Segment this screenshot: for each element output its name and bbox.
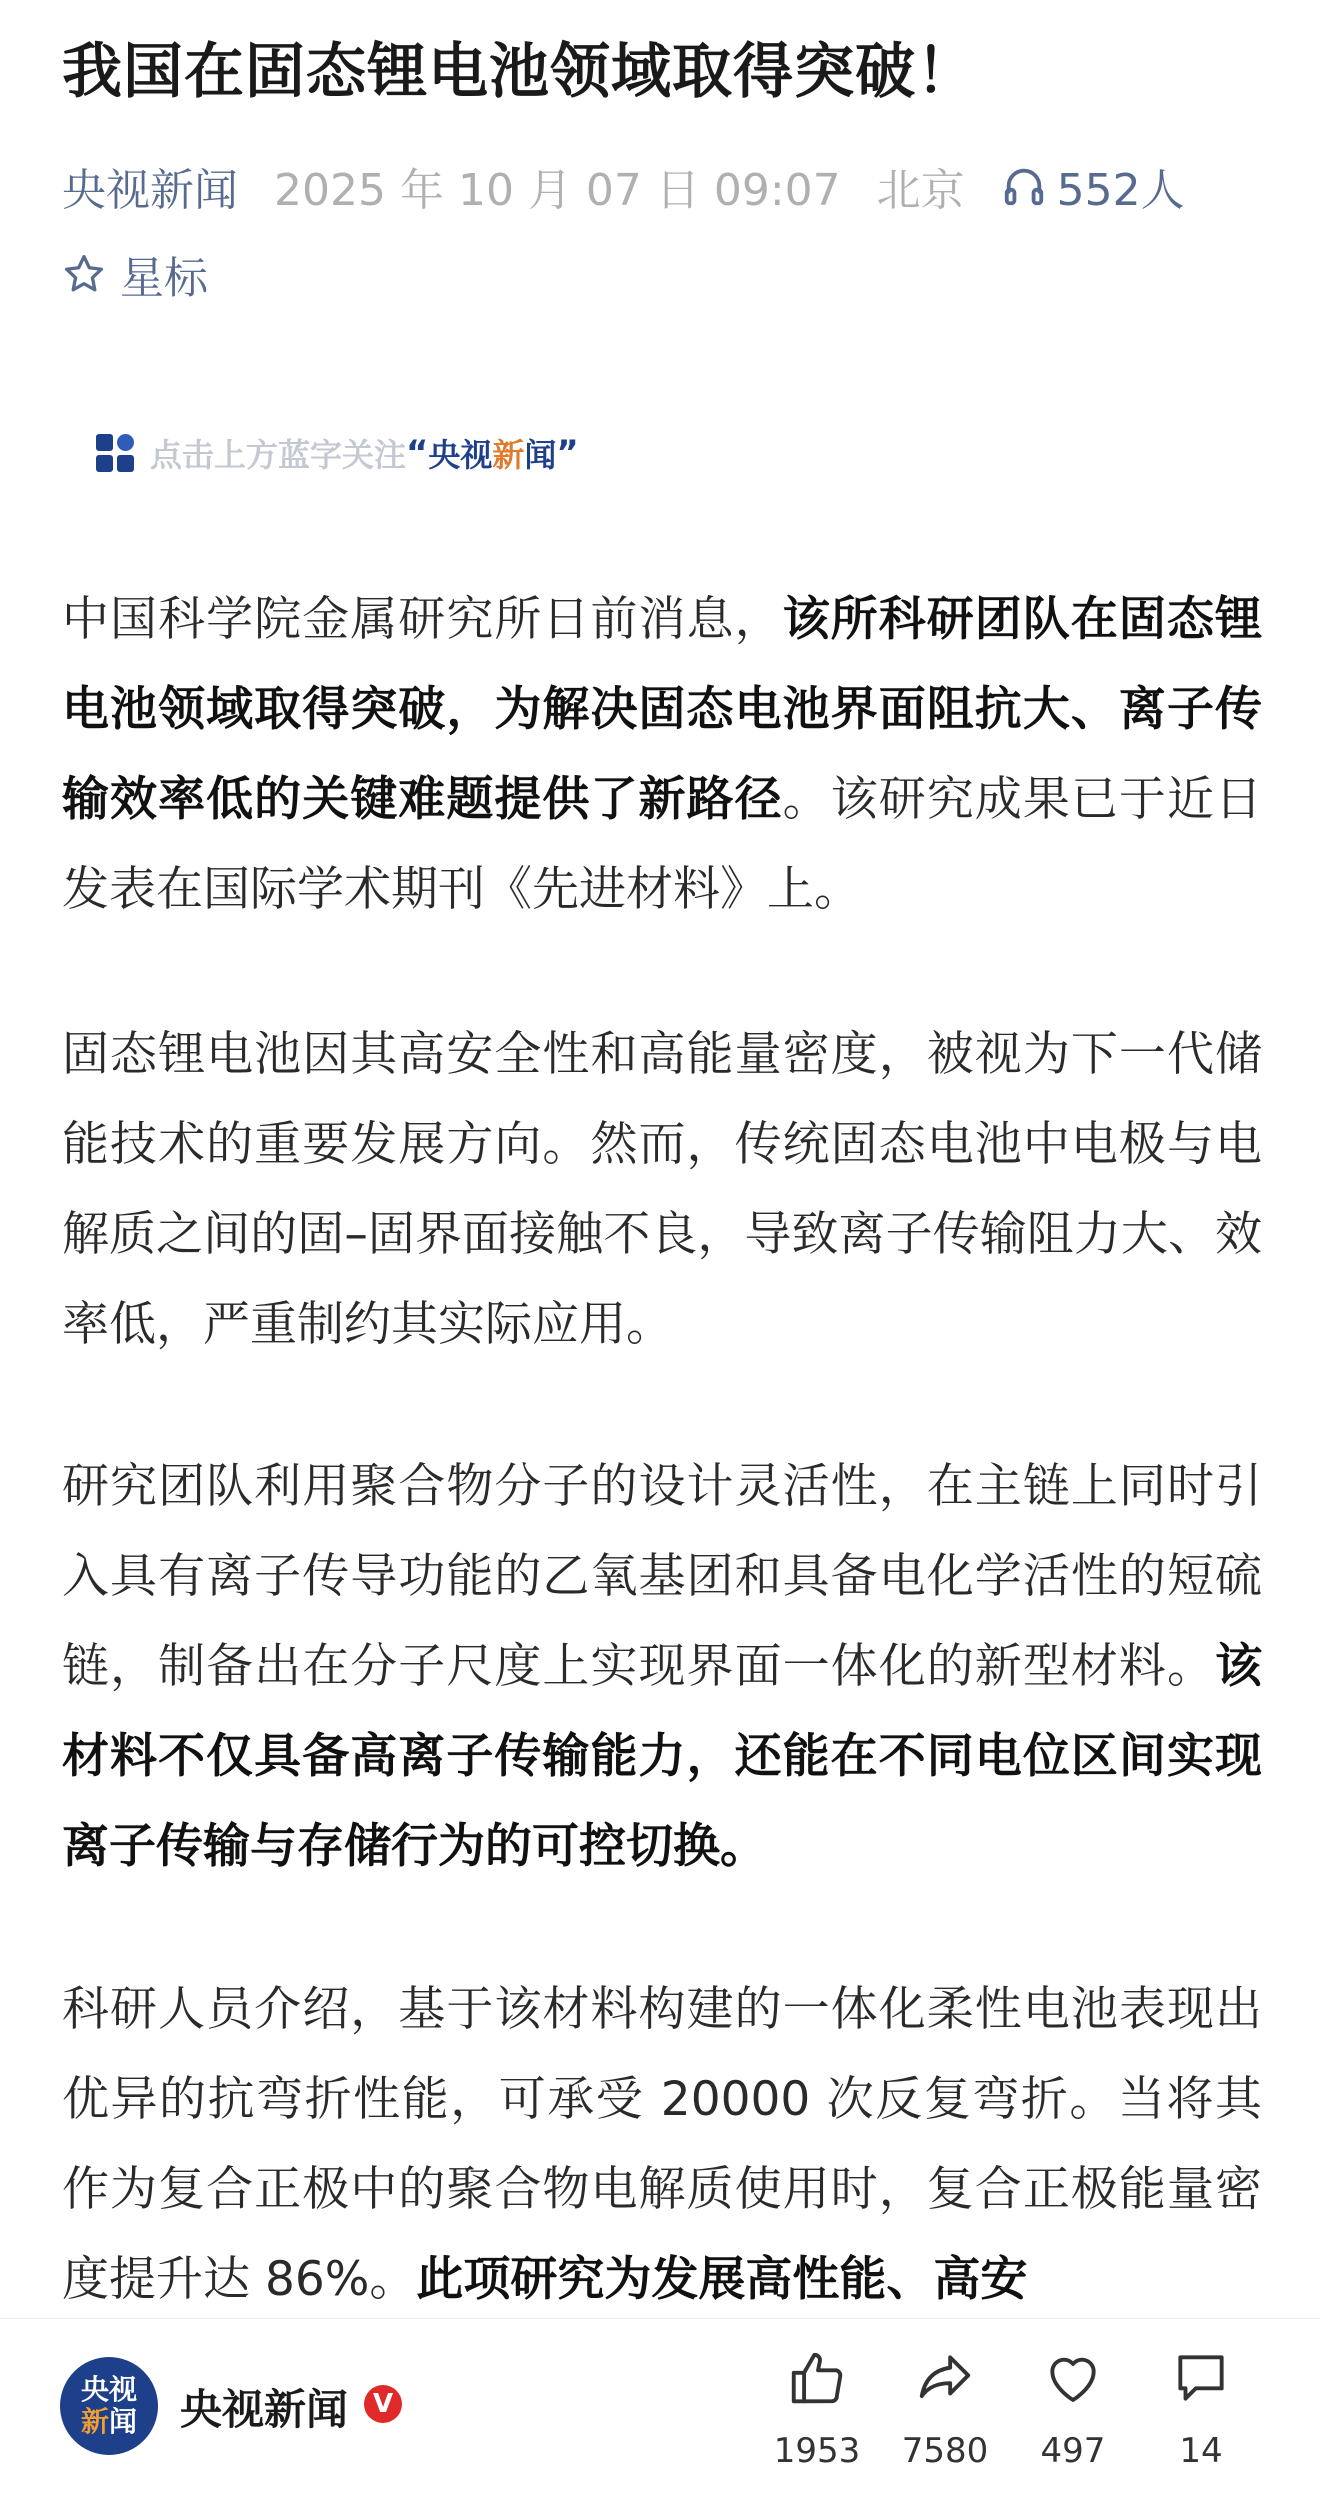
- star-label: 星标: [120, 253, 208, 304]
- star-icon: [62, 252, 106, 296]
- headphones-icon: [1001, 163, 1047, 209]
- verified-badge-icon: V: [364, 2385, 402, 2423]
- like-button[interactable]: [752, 2339, 882, 2489]
- follow-brand: 央视: [428, 436, 493, 474]
- bottom-action-bar: [0, 2318, 1320, 2499]
- heart-icon: [1042, 2347, 1104, 2409]
- favorite-button[interactable]: [1008, 2339, 1138, 2489]
- star-button[interactable]: [62, 238, 208, 310]
- share-count: 7580: [901, 2431, 989, 2471]
- article-title: 我国在固态锂电池领域取得突破！: [62, 37, 977, 107]
- grid-icon: [96, 434, 134, 472]
- share-button[interactable]: [880, 2339, 1010, 2489]
- listener-count: 552人: [1056, 165, 1185, 216]
- publish-date: 2025 年 10 月 07 日 09:07: [274, 165, 841, 216]
- share-arrow-icon: [914, 2347, 976, 2409]
- follow-prompt: 点击上方蓝字关注: [150, 436, 407, 474]
- thumbs-up-icon: [786, 2347, 848, 2409]
- comment-bubble-icon: [1170, 2347, 1232, 2409]
- account-name[interactable]: 央视新闻: [180, 2385, 349, 2434]
- paragraph: 科研人员介绍，基于该材料构建的一体化柔性电池表现出优异的抗弯折性能，可承受 20000 次反复弯折。当将其作为复合正极中的聚合物电解质使用时，复合正极能量密度提升达 86%。此项研究为发展高性能、高安: [62, 1982, 1262, 2307]
- comment-count: 14: [1179, 2431, 1223, 2471]
- follow-banner[interactable]: 点击上方蓝字关注 “ 央视 新 闻 ”: [96, 428, 579, 478]
- article-meta: [62, 150, 1185, 222]
- publish-location: 北京: [876, 165, 965, 216]
- favorite-count: 497: [1040, 2431, 1106, 2471]
- like-count: 1953: [773, 2431, 861, 2471]
- paragraph: 研究团队利用聚合物分子的设计灵活性，在主链上同时引入具有离子传导功能的乙氧基团和具备电化学活性的短硫链，制备出在分子尺度上实现界面一体化的新型材料。该材料不仅具备高离子传输能力，还能在不同电位区间实现离子传输与存储行为的可控切换。: [62, 1459, 1262, 1874]
- source-link[interactable]: 央视新闻: [62, 165, 238, 216]
- avatar[interactable]: 央视 新 闻: [60, 2357, 158, 2455]
- comment-button[interactable]: [1136, 2339, 1266, 2489]
- paragraph: 固态锂电池因其高安全性和高能量密度，被视为下一代储能技术的重要发展方向。然而，传统固态电池中电极与电解质之间的固–固界面接触不良，导致离子传输阻力大、效率低，严重制约其实际应用。: [62, 1027, 1262, 1352]
- listen-button[interactable]: [1001, 154, 1185, 218]
- paragraph: 中国科学院金属研究所日前消息，该所科研团队在固态锂电池领域取得突破，为解决固态电池界面阻抗大、离子传输效率低的关键难题提供了新路径。该研究成果已于近日发表在国际学术期刊《先进材料》上。: [62, 592, 1262, 917]
